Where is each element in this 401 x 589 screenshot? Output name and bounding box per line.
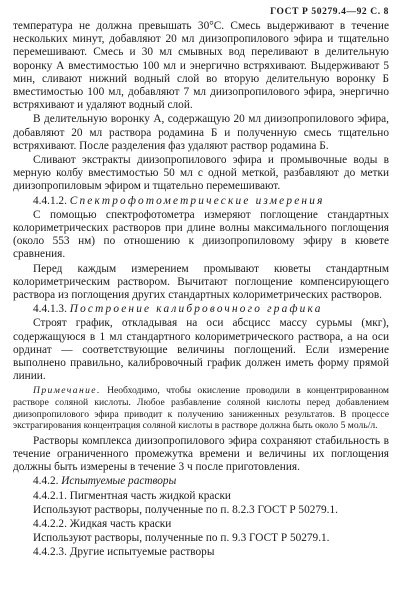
- document-body: [13, 20, 389, 560]
- paragraph-extracts: Сливают экстракты диизопропилового эфира и промывочные воды в мерную колбу вместимостью 50 мл с одной меткой, разбавляют до метки диизопропиловым эфиром и тщательно перемешивают.: [13, 154, 389, 193]
- subsection-4-4-2-2: 4.4.2.2. Жидкая часть краски: [33, 518, 172, 531]
- paragraph-stability: Растворы комплекса диизопропилового эфира сохраняют стабильность в течение ограниченного промежутка времени и величины их поглощения должны быть измерены в течение 3 ч после приготовления.: [13, 434, 389, 474]
- paragraph-graph: Строят график, откладывая на оси абсцисс массу сурьмы (мкг), содержащуюся в 1 мл стандартного колориметрического раствора, а на оси ординат — соответствующие величины поглощений. Если измерение выполнено правильно, калибровочный график должен иметь форму прямой линии.: [13, 317, 389, 383]
- note: [13, 385, 389, 431]
- section-heading-4-4-2: [13, 475, 389, 488]
- paragraph-cuvettes: Перед каждым измерением промывают кюветы стандартным колориметрическим раствором. Вычитают поглощение компенсирующего раствора из поглощения других стандартных колориметрических растворов.: [13, 262, 389, 302]
- subsection-4-4-2-3: 4.4.2.3. Другие испытуемые растворы: [33, 546, 215, 559]
- section-heading-4-4-1-2: [13, 195, 389, 208]
- page-header: ГОСТ Р 50279.4—92 С. 8: [270, 7, 389, 17]
- paragraph-use-9-3: Используют растворы, полученные по п. 9.3 ГОСТ Р 50279.1.: [33, 532, 330, 545]
- note-label: Примечание.: [33, 385, 101, 397]
- subsection-4-4-2-1: 4.4.2.1. Пигментная часть жидкой краски: [33, 489, 231, 502]
- paragraph-spectrophotometer: С помощью спектрофотометра измеряют поглощение стандартных колориметрических растворов при длине волны максимального поглощения (около 553 нм) по отношению к диизопропиловому эфиру в кювете сравнения.: [13, 208, 389, 261]
- section-title: Спектрофотометрические измерения: [69, 194, 325, 207]
- section-title: Построение калибровочного графика: [69, 303, 323, 316]
- section-title: Испытуемые растворы: [61, 475, 177, 488]
- section-number: 4.4.1.2.: [33, 194, 67, 207]
- section-number: 4.4.2.: [33, 475, 59, 488]
- paragraph-use-8-2-3: Используют растворы, полученные по п. 8.2.3 ГОСТ Р 50279.1.: [33, 503, 338, 516]
- section-heading-4-4-1-3: [13, 303, 389, 316]
- note-text: Необходимо, чтобы окисление проводили в концентрированном растворе соляной кислоты. Любое разбавление соляной кислоты перед добавлением диизопропилового эфира приводит к получению заниженных результатов. В процессе экстрагирования концентрация соляной кислоты в растворе должна быть около 5 моль/л.: [13, 385, 390, 432]
- section-number: 4.4.1.3.: [33, 303, 67, 316]
- paragraph-funnel-a: В делительную воронку А, содержащую 20 мл диизопропилового эфира, добавляют 20 мл раствора родамина Б и полученную смесь тщательно встряхивают. После разделения фаз удаляют раствор родамина Б.: [13, 113, 389, 152]
- paragraph-continuation: температура не должна превышать 30°С. Смесь выдерживают в течение нескольких минут, добавляют 20 мл диизопропилового эфира и тщательно перемешивают. Смесь и 30 мл смывных вод переливают в делительную воронку А вместимостью 100 мл и энергично встряхивают. Выдерживают 5 мин, сливают нижний водный слой во вторую делительную воронку Б вместимостью 100 мл, добавляют 7 мл диизопропилового эфира, энергично встряхивают и удаляют водный слой.: [13, 20, 389, 112]
